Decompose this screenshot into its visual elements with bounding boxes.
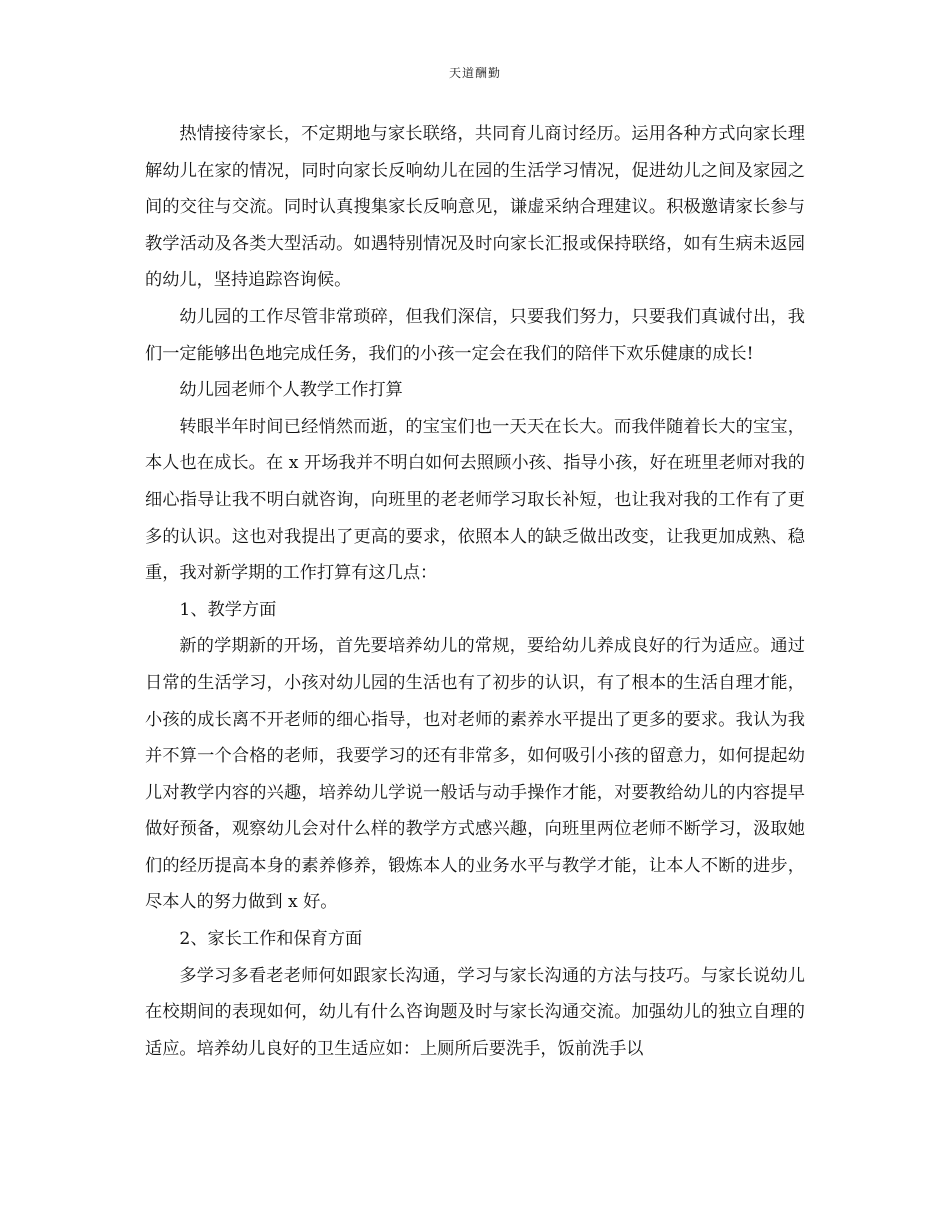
page-header: 天道酬勤 — [448, 66, 501, 80]
paragraph-teaching: 新的学期新的开场，首先要培养幼儿的常规，要给幼儿养成良好的行为适应。通过日常的生活学习，小孩对幼儿园的生活也有了初步的认识，有了根本的生活自理才能，小孩的成长离不开老师的细心指导，也对老师的素养水平提出了更多的要求。我认为我并不算一个合格的老师，我要学习的还有非常多，如何吸引小孩的留意力，如何提起幼儿对教学内容的兴趣，培养幼儿学说一般话与动手操作才能，对要教给幼儿的内容提早做好预备，观察幼儿会对什么样的教学方式感兴趣，向班里两位老师不断学习，汲取她们的经历提高本身的素养修养，锻炼本人的业务水平与教学才能，让本人不断的进步，尽本人的努力做到 x 好。 — [145, 636, 805, 913]
paragraph-introduction: 转眼半年时间已经悄然而逝，的宝宝们也一天天在长大。而我伴随着长大的宝宝，本人也在成长。在 x 开场我并不明白如何去照顾小孩、指导小孩，好在班里老师对我的细心指导让我不明白就咨询，向班里的老老师学习取长补短，也让我对我的工作有了更多的认识。这也对我提出了更高的要求，依照本人的缺乏做出改变，让我更加成熟、稳重，我对新学期的工作打算有这几点： — [145, 416, 805, 584]
document-body — [145, 116, 805, 1067]
paragraph-conclusion: 幼儿园的工作尽管非常琐碎，但我们深信，只要我们努力，只要我们真诚付出，我们一定能够出色地完成任务，我们的小孩一定会在我们的陪伴下欢乐健康的成长! — [145, 306, 805, 364]
subheading-teaching: 1、教学方面 — [179, 599, 277, 620]
subheading-parent-work: 2、家长工作和保育方面 — [179, 929, 363, 950]
paragraph-parent-work: 多学习多看老老师何如跟家长沟通，学习与家长沟通的方法与技巧。与家长说幼儿在校期间的表现如何，幼儿有什么咨询题及时与家长沟通交流。加强幼儿的独立自理的适应。培养幼儿良好的卫生适应如：上厕所后要洗手，饭前洗手以 — [145, 965, 805, 1059]
paragraph-parent-communication: 热情接待家长，不定期地与家长联络，共同育儿商讨经历。运用各种方式向家长理解幼儿在家的情况，同时向家长反响幼儿在园的生活学习情况，促进幼儿之间及家园之间的交往与交流。同时认真搜集家长反响意见，谦虚采纳合理建议。积极邀请家长参与教学活动及各类大型活动。如遇特别情况及时向家长汇报或保持联络，如有生病未返园的幼儿，坚持追踪咨询候。 — [145, 124, 805, 291]
section-title-teaching-plan: 幼儿园老师个人教学工作打算 — [179, 380, 403, 401]
